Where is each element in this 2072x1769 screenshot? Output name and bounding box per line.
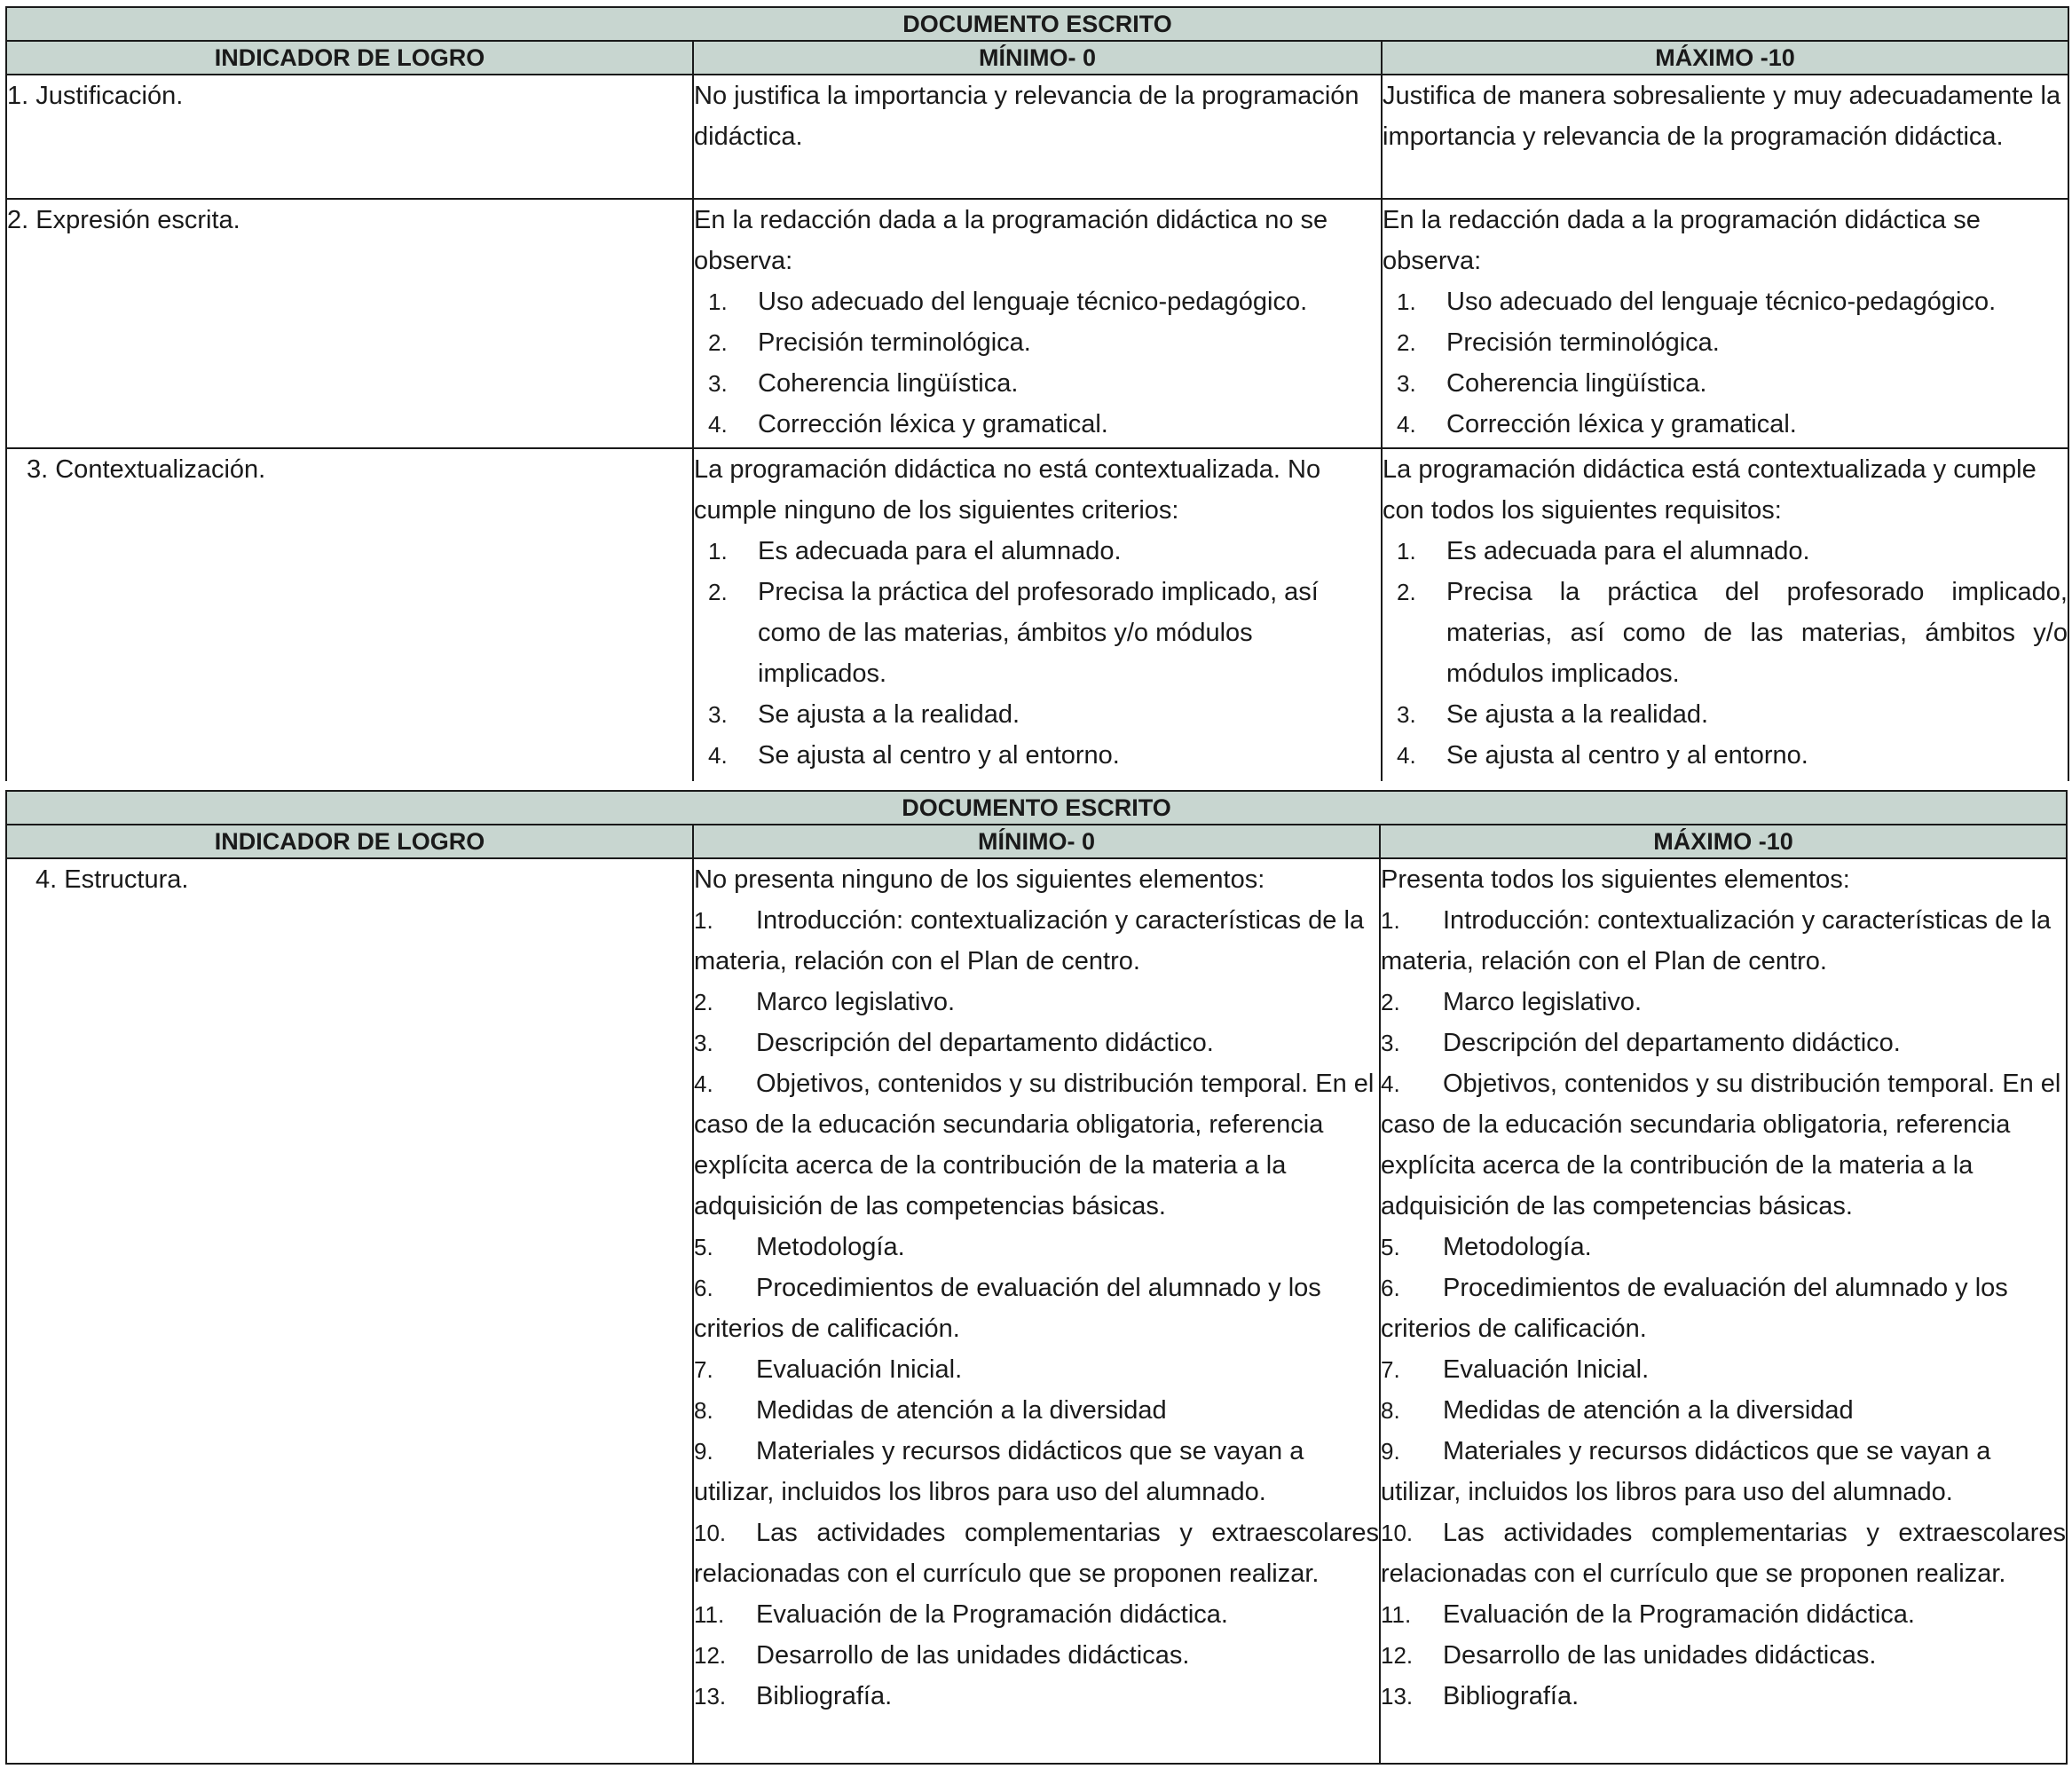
list-item [1381, 1268, 2066, 1349]
list-item-text: Metodología. [756, 1233, 905, 1261]
list-item [1381, 1594, 2066, 1635]
list-item-text: Desarrollo de las unidades didácticas. [756, 1641, 1190, 1670]
list-item-text: Medidas de atención a la diversidad [1443, 1396, 1854, 1425]
table-row [6, 858, 2067, 1764]
list-item-number: 5. [1381, 1234, 1400, 1260]
list-item-number: 3. [694, 1030, 713, 1056]
list-item [694, 1349, 1379, 1390]
indicator-cell: 4. Estructura. [6, 858, 693, 1764]
list-item: 4. Se ajusta al centro y al entorno. [1397, 741, 1808, 770]
list-item-text: Objetivos, contenidos y su distribución temporal. En el caso de la educación secundaria obligatoria, referencia explícita acerca de la contribución de la materia a la adquisición de las competencias básicas. [1381, 1070, 2061, 1220]
list-item-number: 8. [694, 1397, 713, 1424]
list-item: 1. Es adecuada para el alumnado. [1397, 537, 1810, 565]
elements-list [694, 900, 1379, 1717]
list-item-text: Materiales y recursos didácticos que se vayan a utilizar, incluidos los libros para uso del alumnado. [1381, 1437, 1991, 1506]
list-item [694, 1227, 1379, 1268]
list-item [1381, 982, 2066, 1023]
list-item-text: Procedimientos de evaluación del alumnado y los criterios de calificación. [1381, 1274, 2008, 1343]
header-maximum: MÁXIMO -10 [1380, 825, 2067, 858]
list-item-text: Evaluación Inicial. [1443, 1355, 1650, 1384]
list-item-text: Objetivos, contenidos y su distribución temporal. En el caso de la educación secundaria obligatoria, referencia explícita acerca de la contribución de la materia a la adquisición de las competencias básicas. [694, 1070, 1375, 1220]
list-item-number: 13. [1381, 1683, 1414, 1710]
list-item-text: Metodología. [1443, 1233, 1592, 1261]
list-item [1381, 1063, 2066, 1227]
list-item-number: 2. [1381, 989, 1400, 1015]
list-item-number: 4. [694, 1070, 713, 1097]
rubric-table-2 [5, 790, 2068, 1765]
min-cell: No justifica la importancia y relevancia de la programación didáctica. [693, 75, 1382, 199]
indicator-cell: 1. Justificación. [6, 75, 693, 199]
list-item-text: Introducción: contextualización y características de la materia, relación con el Plan de centro. [694, 906, 1365, 975]
list-item-number: 9. [1381, 1438, 1400, 1465]
list-item [1381, 1676, 2066, 1717]
list-item-text: Medidas de atención a la diversidad [756, 1396, 1167, 1425]
list-item [1381, 1023, 2066, 1063]
list-item: 1. Uso adecuado del lenguaje técnico-pedagógico. [708, 288, 1308, 316]
min-cell: En la redacción dada a la programación didáctica no se observa: 1. Uso adecuado del lenguaje técnico-pedagógico. 2. Precisión terminológica. 3. Coherencia lingüística. 4. Corrección léxica y gramatical. [693, 199, 1382, 448]
list-item-number: 7. [694, 1356, 713, 1383]
list-item-text: Bibliografía. [1443, 1682, 1580, 1710]
list-item [1381, 1349, 2066, 1390]
list-item-text: Evaluación de la Programación didáctica. [1443, 1600, 1915, 1629]
criteria-list [694, 281, 1381, 445]
list-item [1381, 1431, 2066, 1512]
indicator-cell: 2. Expresión escrita. [6, 199, 693, 448]
list-item-number: 11. [1381, 1601, 1412, 1628]
rubric-table-1 [5, 6, 2069, 781]
list-item-number: 13. [694, 1683, 727, 1710]
list-item: 3. Se ajusta a la realidad. [708, 700, 1020, 729]
list-item [1381, 900, 2066, 982]
list-item [694, 1063, 1379, 1227]
list-item-number: 12. [694, 1642, 727, 1669]
list-item-number: 10. [1381, 1520, 1414, 1546]
list-item-text: Evaluación de la Programación didáctica. [756, 1600, 1228, 1629]
elements-list [1381, 900, 2066, 1717]
list-item [1381, 1635, 2066, 1676]
list-item [694, 1431, 1379, 1512]
list-item [694, 1635, 1379, 1676]
list-item-number: 1. [694, 907, 713, 934]
list-item-text: Descripción del departamento didáctico. [756, 1029, 1214, 1057]
list-item-number: 7. [1381, 1356, 1400, 1383]
max-cell: En la redacción dada a la programación didáctica se observa: 1. Uso adecuado del lenguaje técnico-pedagógico. 2. Precisión terminológica. 3. Coherencia lingüística. 4. Corrección léxica y gramatical. [1382, 199, 2068, 448]
list-item [694, 1676, 1379, 1717]
header-indicator: INDICADOR DE LOGRO [6, 41, 693, 75]
list-item-number: 3. [1381, 1030, 1400, 1056]
list-item-text: Procedimientos de evaluación del alumnado y los criterios de calificación. [694, 1274, 1321, 1343]
list-item: 4. Se ajusta al centro y al entorno. [708, 741, 1120, 770]
table-row [6, 448, 2068, 781]
list-item: 2. Precisión terminológica. [708, 328, 1031, 357]
min-cell: La programación didáctica no está contextualizada. No cumple ninguno de los siguientes criterios: 1. Es adecuada para el alumnado. 2. Precisa la práctica del profesorado implicado, así como de las materias, ámbitos y/o módulos implicados. 3. Se ajusta a la realidad. 4. Se ajusta al centro y al entorno. [693, 448, 1382, 781]
list-item: 1. Uso adecuado del lenguaje técnico-pedagógico. [1397, 288, 1997, 316]
max-cell: La programación didáctica está contextualizada y cumple con todos los siguientes requisitos: 1. Es adecuada para el alumnado. 2. Precisa la práctica del profesorado implicado, materias, así como de las materias, ámbitos y/o módulos implicados. 3. Se ajusta a la realidad. 4. Se ajusta al centro y al entorno. [1382, 448, 2068, 781]
list-item: 3. Se ajusta a la realidad. [1397, 700, 1709, 729]
list-item [694, 900, 1379, 982]
list-item [1381, 1227, 2066, 1268]
list-item-number: 10. [694, 1520, 727, 1546]
list-item-text: Marco legislativo. [756, 988, 956, 1016]
max-cell: Presenta todos los siguientes elementos: 1. Introducción: contextualización y características de la materia, relación con el Plan de centro. 2. Marco legislativo. 3. Descripción del departamento didáctico. 4. Objetivos, contenidos y su distribución temporal. En el caso de la educación secundaria obligatoria, referencia explícita acerca de la contribución de la materia a la adquisición de las competencias básicas. 5. Metodología. 6. Procedimientos de evaluación del alumnado y los criterios de calificación. 7. Evaluación Inicial. 8. Medidas de atención a la diversidad 9. Materiales y recursos didácticos que se vayan a utilizar, incluidos los libros para uso del alumnado. 10. Las actividades complementarias y extraescolares relacionadas con el currículo que se proponen realizar. 11. Evaluación de la Programación didáctica. 12. Desarrollo de las unidades didácticas. 13. Bibliografía. [1380, 858, 2067, 1764]
list-item-number: 5. [694, 1234, 713, 1260]
list-item: 4. Corrección léxica y gramatical. [1397, 410, 1797, 438]
table-title: DOCUMENTO ESCRITO [6, 7, 2068, 41]
list-item: 3. Coherencia lingüística. [708, 369, 1019, 398]
list-item [1381, 1512, 2066, 1594]
list-item-number: 11. [694, 1601, 725, 1628]
list-item-number: 1. [1381, 907, 1400, 934]
list-item-text: Marco legislativo. [1443, 988, 1643, 1016]
list-item-number: 9. [694, 1438, 713, 1465]
list-item [694, 1268, 1379, 1349]
criteria-list [694, 531, 1381, 776]
list-item [694, 1390, 1379, 1431]
header-indicator: INDICADOR DE LOGRO [6, 825, 693, 858]
min-cell: No presenta ninguno de los siguientes elementos: 1. Introducción: contextualización y características de la materia, relación con el Plan de centro. 2. Marco legislativo. 3. Descripción del departamento didáctico. 4. Objetivos, contenidos y su distribución temporal. En el caso de la educación secundaria obligatoria, referencia explícita acerca de la contribución de la materia a la adquisición de las competencias básicas. 5. Metodología. 6. Procedimientos de evaluación del alumnado y los criterios de calificación. 7. Evaluación Inicial. 8. Medidas de atención a la diversidad 9. Materiales y recursos didácticos que se vayan a utilizar, incluidos los libros para uso del alumnado. 10. Las actividades complementarias y extraescolares relacionadas con el currículo que se proponen realizar. 11. Evaluación de la Programación didáctica. 12. Desarrollo de las unidades didácticas. 13. Bibliografía. [693, 858, 1380, 1764]
list-item-text: Evaluación Inicial. [756, 1355, 963, 1384]
list-item-text: Bibliografía. [756, 1682, 893, 1710]
list-item: 3. Coherencia lingüística. [1397, 369, 1707, 398]
list-item-number: 6. [694, 1275, 713, 1301]
list-item-text: Las actividades complementarias y extraescolares relacionadas con el currículo que se proponen realizar. [694, 1519, 1379, 1588]
list-item [694, 1594, 1379, 1635]
list-item: 2. Precisa la práctica del profesorado implicado, materias, así como de las materias, ámbitos y/o módulos implicados. [1397, 578, 2068, 688]
list-item [694, 1023, 1379, 1063]
list-item-number: 12. [1381, 1642, 1414, 1669]
list-item [694, 1512, 1379, 1594]
header-maximum: MÁXIMO -10 [1382, 41, 2068, 75]
list-item: 2. Precisión terminológica. [1397, 328, 1720, 357]
indicator-cell: 3. Contextualización. [6, 448, 693, 781]
list-item: 4. Corrección léxica y gramatical. [708, 410, 1108, 438]
header-minimum: MÍNIMO- 0 [693, 825, 1380, 858]
list-item-number: 6. [1381, 1275, 1400, 1301]
table-row [6, 75, 2068, 199]
header-minimum: MÍNIMO- 0 [693, 41, 1382, 75]
table-row [6, 199, 2068, 448]
list-item [694, 982, 1379, 1023]
list-item: 2. Precisa la práctica del profesorado implicado, así como de las materias, ámbitos y/o módulos implicados. [708, 578, 1319, 688]
list-item-number: 8. [1381, 1397, 1400, 1424]
list-item-number: 2. [694, 989, 713, 1015]
max-cell: Justifica de manera sobresaliente y muy adecuadamente la importancia y relevancia de la programación didáctica. [1382, 75, 2068, 199]
list-item-number: 4. [1381, 1070, 1400, 1097]
list-item-text: Introducción: contextualización y características de la materia, relación con el Plan de centro. [1381, 906, 2052, 975]
list-item [1381, 1390, 2066, 1431]
list-item: 1. Es adecuada para el alumnado. [708, 537, 1122, 565]
criteria-list [1383, 531, 2068, 776]
list-item-text: Descripción del departamento didáctico. [1443, 1029, 1901, 1057]
list-item-text: Las actividades complementarias y extraescolares relacionadas con el currículo que se proponen realizar. [1381, 1519, 2066, 1588]
list-item-text: Materiales y recursos didácticos que se vayan a utilizar, incluidos los libros para uso del alumnado. [694, 1437, 1304, 1506]
criteria-list [1383, 281, 2068, 445]
table-title: DOCUMENTO ESCRITO [6, 791, 2067, 825]
list-item-text: Desarrollo de las unidades didácticas. [1443, 1641, 1877, 1670]
